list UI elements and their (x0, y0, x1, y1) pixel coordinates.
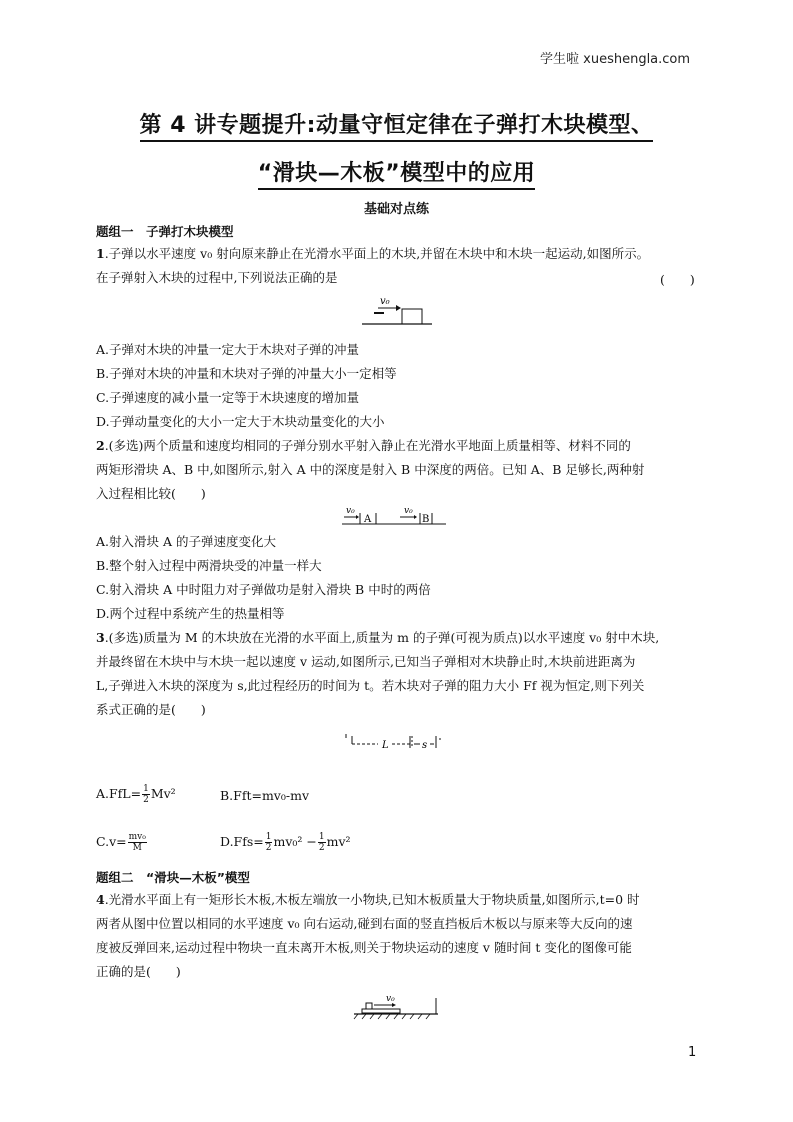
title-line-1: 第 4 讲专题提升:动量守恒定律在子弹打木块模型、 (0, 108, 793, 139)
q1-figure-label: v₀ (380, 296, 390, 307)
q4-board (362, 1009, 400, 1013)
q4-line-3: 度被反弹回来,运动过程中物块一直未离开木板,则关于物块运动的速度 v 随时间 t 变化的图像可能 (96, 940, 632, 955)
q2-option-b: B.整个射入过程中两滑块受的冲量一样大 (96, 558, 322, 573)
q1-option-b: B.子弹对木块的冲量和木块对子弹的冲量大小一定相等 (96, 366, 397, 381)
q1-figure (360, 292, 440, 332)
q3-label-s: s (422, 740, 428, 751)
q3-figure (340, 730, 444, 752)
page-number: 1 (688, 1045, 697, 1060)
q1-block (402, 309, 422, 324)
q4-small-block (366, 1003, 372, 1009)
svg-text:v₀: v₀ (346, 506, 355, 516)
q2-option-d: D.两个过程中系统产生的热量相等 (96, 606, 285, 621)
q1-option-c: C.子弹速度的减小量一定等于木块速度的增加量 (96, 390, 360, 405)
q4-figure (352, 990, 442, 1022)
q3-option-c: C.v= $\frac{\text{mv₀}}{M}$ (96, 832, 146, 853)
q1-option-a: A.子弹对木块的冲量一定大于木块对子弹的冲量 (96, 342, 360, 357)
q3-line-1: 3.(多选)质量为 M 的木块放在光滑的水平面上,质量为 m 的子弹(可视为质点)以水平速度 v₀ 射中木块, (96, 630, 660, 645)
site-header: 学生啦 xueshengla.com (540, 52, 691, 67)
title-line-2: “滑块—木板”模型中的应用 (0, 156, 793, 187)
group-heading-2: 题组二 “滑块—木板”模型 (96, 870, 250, 885)
q4-line-2: 两者从图中位置以相同的水平速度 v₀ 向右运动,碰到右面的竖直挡板后木板以与原来等大反向的速 (96, 916, 633, 931)
q1-line-2: 在子弹射入木块的过程中,下列说法正确的是 (96, 270, 338, 285)
q1-bullet (374, 312, 384, 314)
q3-line-2: 并最终留在木块中与木块一起以速度 v 运动,如图所示,已知当子弹相对木块静止时,木块前进距离为 (96, 654, 636, 669)
section-subtitle: 基础对点练 (363, 202, 429, 217)
q1-option-d: D.子弹动量变化的大小一定大于木块动量变化的大小 (96, 414, 385, 429)
q2-figure (340, 502, 450, 528)
q3-option-b: B.Fft=mv₀-mv (220, 788, 310, 803)
q3-line-4: 系式正确的是( ) (96, 702, 206, 717)
q4-line-1: 4.光滑水平面上有一矩形长木板,木板左端放一小物块,已知木板质量大于物块质量,如图所示,t=0 时 (96, 892, 640, 907)
q1-answer-paren: ( ) (660, 272, 695, 287)
svg-text:v₀: v₀ (404, 506, 413, 516)
q4-figure-label: v₀ (386, 994, 395, 1004)
q2-option-a: A.射入滑块 A 的子弹速度变化大 (96, 534, 276, 549)
q2-line-2: 两矩形滑块 A、B 中,如图所示,射入 A 中的深度是射入 B 中深度的两倍。已知 A、B 足够长,两种射 (96, 462, 645, 477)
q1-line-1: 1.子弹以水平速度 v₀ 射向原来静止在光滑水平面上的木块,并留在木块中和木块一起运动,如图所示。 (96, 246, 650, 261)
q2-block-a-label: A (364, 514, 372, 525)
q2-line-3: 入过程相比较( ) (96, 486, 206, 501)
q4-line-4: 正确的是( ) (96, 964, 181, 979)
q2-block-b-label: B (422, 514, 430, 525)
q2-option-c: C.射入滑块 A 中时阻力对子弹做功是射入滑块 B 中时的两倍 (96, 582, 431, 597)
q2-line-1: 2.(多选)两个质量和速度均相同的子弹分别水平射入静止在光滑水平地面上质量相等、材料不同的 (96, 438, 631, 453)
q3-line-3: L,子弹进入木块的深度为 s,此过程经历的时间为 t。若木块对子弹的阻力大小 Ff 视为恒定,则下列关 (96, 678, 645, 693)
group-heading-1: 题组一 子弹打木块模型 (96, 224, 234, 239)
q3-option-d: D.Ffs= $\frac{1}{2}$ mv₀² − $\frac{1}{2}$ mv² (220, 832, 351, 853)
q3-label-l: L (382, 740, 389, 751)
q3-option-a: A.FfL= $\frac{1}{2}$ Mv² (96, 784, 176, 805)
